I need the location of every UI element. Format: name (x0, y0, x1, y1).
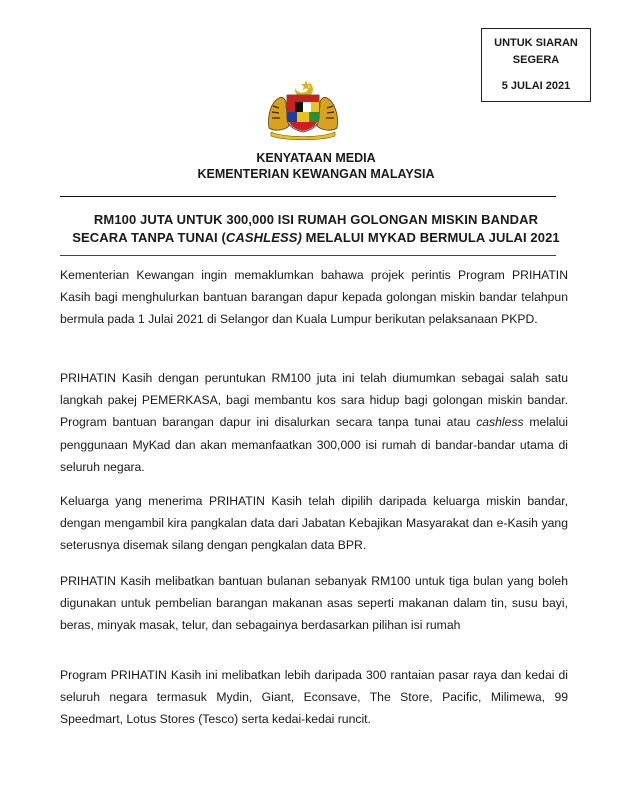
paragraph-1: Kementerian Kewangan ingin memaklumkan bahawa projek perintis Program PRIHATIN Kasih bagi menghulurkan bantuan barangan dapur kepada golongan miskin bandar telahpun bermula pada 1 Julai 2021 di Selangor dan Kuala Lumpur berikutan pelaksanaan PKPD. (60, 268, 568, 327)
paragraph-3: Keluarga yang menerima PRIHATIN Kasih telah dipilih daripada keluarga miskin bandar, dengan mengambil kira pangkalan data dari Jabatan Kebajikan Masyarakat dan e-Kasih yang seterusnya disemak silang dengan pengkalan data BPR. (60, 494, 568, 553)
paragraph-2-post: melalui penggunaan MyKad dan akan memanfaatkan 300,000 isi rumah di bandar-bandar utama di seluruh negara. (60, 415, 568, 474)
release-line-1: UNTUK SIARAN (494, 37, 578, 49)
malaysia-coat-of-arms-icon (265, 78, 341, 140)
paragraph-4: PRIHATIN Kasih melibatkan bantuan bulanan sebanyak RM100 untuk tiga bulan yang boleh digunakan untuk pembelian barangan makanan asas seperti makanan dalam tin, susu bayi, beras, minyak masak, telur, dan sebagainya berdasarkan pilihan isi rumah (60, 574, 568, 633)
headline-line-1: RM100 JUTA UNTUK 300,000 ISI RUMAH GOLONGAN MISKIN BANDAR (93, 212, 539, 227)
release-date: 5 JULAI 2021 (501, 80, 571, 92)
header-rule (60, 196, 556, 197)
headline-line-2-pre: SECARA TANPA TUNAI ( (72, 230, 226, 245)
paragraph-2-pre: PRIHATIN Kasih dengan peruntukan RM100 juta ini telah diumumkan sebagai salah satu langkah pakej PEMERKASA, bagi membantu kos sara hidup bagi golongan miskin bandar. Program bantuan barangan dapur ini disalurkan secara tanpa tunai atau (60, 371, 568, 430)
release-box (481, 28, 591, 102)
paragraph-2 (60, 367, 568, 478)
headline (60, 211, 572, 247)
release-line-2: SEGERA (512, 54, 560, 66)
header-line-2: KEMENTERIAN KEWANGAN MALAYSIA (197, 167, 435, 181)
paragraph-2-em: cashless (476, 415, 524, 430)
headline-line-2-post: MELALUI MYKAD BERMULA JULAI 2021 (301, 230, 560, 245)
headline-line-2 (60, 229, 572, 247)
headline-rule (60, 255, 556, 256)
header-line-1: KENYATAAN MEDIA (256, 151, 376, 165)
paragraph-5: Program PRIHATIN Kasih ini melibatkan lebih daripada 300 rantaian pasar raya dan kedai di seluruh negara termasuk Mydin, Giant, Econsave, The Store, Pacific, Milimewa, 99 Speedmart, Lotus Stores (Tesco) serta kedai-kedai runcit. (60, 668, 568, 727)
headline-line-2-em: CASHLESS) (225, 230, 302, 245)
